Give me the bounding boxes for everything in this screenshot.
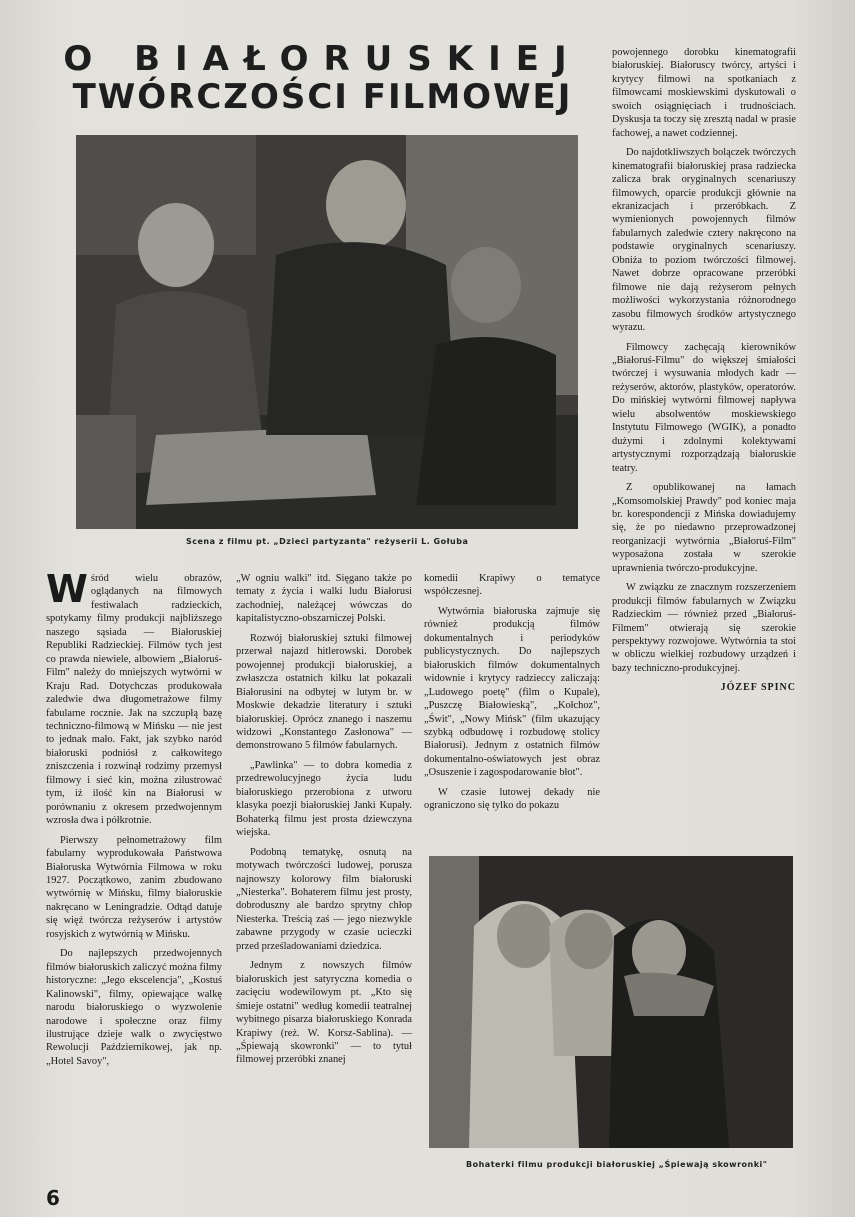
title-line-2: TWÓRCZOŚCI FILMOWEJ	[72, 77, 573, 118]
paragraph: Rozwój białoruskiej sztuki filmowej przerwał najazd hitlerowski. Dorobek powojennej produkcji białoruskiej, a zwłaszcza ostatnich kilku lat pokazali Białorusini na odbytej w lutym br. w Moskwie dekadzie literatury i sztuki białoruskiej. Oprócz znanego i naszemu widzowi „Konstantego Zasłonowa" — demonstrowano 5 filmów fabularnych.	[236, 632, 412, 752]
paragraph: W związku ze znacznym rozszerzeniem produkcji filmów fabularnych w Związku Radzieckim — również przed „Białoruś-Filmem" otwierają się szerokie perspektywy rozwojowe. Wytwórnia ta stoi w obliczu wielkiej rozbudowy urządzeń i bazy techniczno-produkcyjnej.	[612, 582, 796, 674]
lead-text: śród wielu obrazów, oglądanych na filmowych festiwalach radzieckich, spotykamy filmy produkcji najbliższego naszego sąsiada — Białoruskiej Republiki Radzieckiej. Filmów tych jest co prawda niewiele, albowiem „Białoruś-Film" należy do mniejszych wytwórni w Kraju Rad. Dotychczas produkowała zaledwie dwa długometrażowe filmy fabularne rocznie. Jak na szczupłą bazę techniczno-filmową w Mińsku — nie jest to jednak mało. Fakt, jak szybko naród białoruski podniósł z całkowitego zniszczenia i rozwinął rodzimy przemysł filmowy i sieć kin, można zilustrować tym, iż ilość kin na Białorusi w porównaniu z okresem przedwojennym wzrosła dwa i półkrotnie.	[46, 573, 222, 827]
column-3	[424, 572, 600, 819]
paragraph: „Pawlinka" — to dobra komedia z przedrewolucyjnego życia ludu białoruskiego przerobiona z utworu klasyka poezji białoruskiej Janki Kupały. Bohaterką filmu jest prosta dziewczyna wiejska.	[236, 759, 412, 839]
paragraph: powojennego dorobku kinematografii białoruskiej. Białoruscy twórcy, artyści i krytycy filmowi na spotkaniach z filmowcami moskiewskimi dyskutowali o swoich osiągnięciach i trudnościach. Dyskusja ta toczy się zresztą nadal w prasie fachowej, a nawet codziennej.	[612, 47, 796, 139]
paragraph: Pierwszy pełnometrażowy film fabularny wyprodukowała Państwowa Białoruska Wytwórnia Filmowa w roku 1927. Początkowo, zanim zbudowano wytwórnię w Mińsku, filmy białoruskie nakręcano w Leningradzie. Odtąd datuje się więź twórcza reżyserów i artystów rosyjskich z wytwórnią w Mińsku.	[46, 834, 222, 940]
author-signature: JÓZEF SPINC	[720, 682, 796, 694]
film-still-photo	[76, 135, 578, 529]
paragraph: komedii Krapiwy o tematyce współczesnej.	[424, 573, 600, 598]
paragraph: „W ogniu walki" itd. Sięgano także po tematy z życia i walki ludu Białorusi zachodniej, należącej wówczas do kapitalistyczno-obszarniczej Polski.	[236, 573, 412, 625]
page-number: 6	[46, 1186, 60, 1210]
column-1	[46, 567, 223, 1074]
paragraph: Do najlepszych przedwojennych filmów białoruskich zaliczyć można filmy historyczne: „Jego ekscelencja", „Kostuś Kalinowski", filmy, opiewające walkę narodu białoruskiego o wyzwolenie narodowe i społeczne oraz filmy ilustrujące dzieje walk o zwycięstwo Rewolucji Październikowej, jak np. „Hotel Savoy",	[46, 948, 223, 1067]
column-2	[236, 572, 412, 1073]
paragraph: Do najdotkliwszych bolączek twórczych kinematografii białoruskiej prasa radziecka zalicza brak oryginalnych scenariuszy filmowych, oparcie produkcji głównie na ekranizacjach i przeróbkach. Z wymienionych powojennych filmów fabularnych zaledwie cztery nakręcono na podstawie oryginalnych scenariuszy. Obniża to poziom twórczości filmowej. Nawet dobrze opracowane przeróbki filmowe nie dają reżyserom pełnych możliwości wykorzystania różnorodnego zasobu filmowych środków artystycznego wyrazu.	[612, 147, 796, 334]
film-heroines-illustration	[429, 856, 793, 1148]
photo-caption-2: Bohaterki filmu produkcji białoruskiej „Śpiewają skowronki"	[466, 1160, 768, 1169]
paragraph: Z opublikowanej na łamach „Komsomolskiej Prawdy" pod koniec maja br. korespondencji z Mińska dowiadujemy się, że po niedawno przeprowadzonej reorganizacji wytwórnia „Białoruś-Film" wyposażona została w szerokie uprawnienia twórczo-produkcyjne.	[612, 482, 796, 574]
film-heroines-photo	[429, 856, 793, 1148]
column-right-top	[612, 46, 796, 695]
paragraph-lead	[46, 567, 222, 828]
photo-caption-1: Scena z filmu pt. „Dzieci partyzanta" reżyserii L. Gołuba	[186, 537, 469, 546]
paragraph: Wytwórnia białoruska zajmuje się również produkcją filmów dokumentalnych i periodyków publicystycznych. Do najlepszych białoruskich filmów dokumentalnych widownie i krytycy radzieccy zaliczają: „Ludowego poetę" (film o Kupale), „Puszczę Białowieską", „Kołchoz", „Świt", „Nowy Mińsk" (film ukazujący szybką odbudowę i rozbudowę stolicy Białorusi). Jednym z ostatnich filmów dokumentalno-oświatowych jest obraz „Osuszenie i zagospodarowanie błot".	[424, 605, 600, 779]
paragraph: W czasie lutowej dekady nie ograniczono się tylko do pokazu	[424, 786, 600, 812]
paragraph: Filmowcy zachęcają kierowników „Białoruś-Filmu" do większej śmiałości twórczej i wysuwania młodych kadr — reżyserów, aktorów, plastyków, operatorów. Do mińskiej wytwórni filmowej napływa wielu absolwentów moskiewskiego Instytutu Filmowego (WGIK), a ponadto dużymi i zdolnymi kolektywami artystycznymi rozporządzają białoruskie teatry.	[612, 341, 796, 474]
article-title	[50, 40, 595, 116]
film-still-illustration	[76, 135, 578, 529]
title-line-1: O BIAŁORUSKIEJ	[63, 39, 582, 79]
paragraph: Jednym z nowszych filmów białoruskich jest satyryczna komedia o zacięciu wodewilowym pt. „Kto się śmieje ostatni" według komedii teatralnej wybitnego pisarza białoruskiego Konrada Krapiwy (reż. W. Korsz-Sablina). — „Śpiewają skowronki" — to tytuł filmowej przeróbki znanej	[236, 960, 412, 1066]
paragraph: Podobną tematykę, osnutą na motywach twórczości ludowej, porusza najnowszy kolorowy film białoruski „Niesterka". Bohaterem filmu jest prosty, dobroduszny ale bardzo sprytny chłop Niesterka. Treścią zaś — jego niezwykle zabawne przygody w czasie ucieczki przed prześladowaniami dziedzica.	[236, 846, 412, 952]
drop-cap: W	[46, 567, 88, 611]
